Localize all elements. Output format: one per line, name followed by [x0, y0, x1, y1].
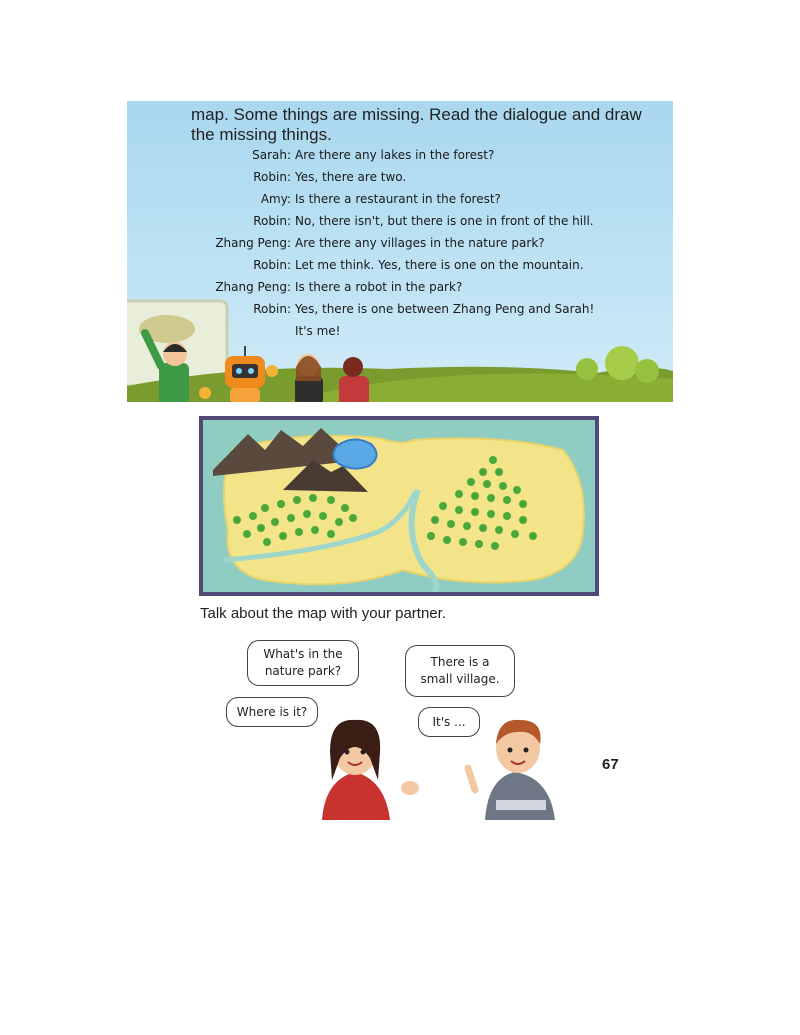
- dialogue: [127, 148, 673, 346]
- dialogue-line: [127, 192, 673, 214]
- dialogue-line: [127, 214, 673, 236]
- speaker-name: Zhang Peng:: [215, 236, 291, 250]
- instruction-text: map. Some things are missing. Read the dialogue and draw the missing things.: [191, 105, 642, 144]
- speech-bubble: There is a small village.: [405, 645, 515, 697]
- dialogue-panel: [127, 101, 673, 402]
- speech-bubble: Where is it?: [226, 697, 318, 727]
- dialogue-line: [127, 324, 673, 346]
- dialogue-line: [127, 148, 673, 170]
- speaker-name: Robin:: [253, 214, 291, 228]
- speech-text: Let me think. Yes, there is one on the mountain.: [295, 258, 584, 272]
- discussion-prompt: Talk about the map with your partner.: [200, 605, 446, 622]
- speaker-name: Sarah:: [252, 148, 291, 162]
- speech-text: No, there isn't, but there is one in front of the hill.: [295, 214, 594, 228]
- page-number: 67: [602, 756, 619, 773]
- speaker-name: Amy:: [260, 192, 291, 206]
- children-illustration: [300, 640, 600, 820]
- map-drawing: [203, 420, 595, 592]
- speech-bubble: It's ...: [418, 707, 480, 737]
- dialogue-line: [127, 258, 673, 280]
- speech-text: Are there any villages in the nature park?: [295, 236, 545, 250]
- speech-text: It's me!: [295, 324, 341, 338]
- speaker-name: Robin:: [253, 258, 291, 272]
- boy-figure-2: [468, 720, 555, 820]
- speech-text: Yes, there is one between Zhang Peng and Sarah!: [295, 302, 595, 316]
- speech-text: Are there any lakes in the forest?: [295, 148, 495, 162]
- speech-text: Is there a restaurant in the forest?: [295, 192, 501, 206]
- nature-park-map: [199, 416, 599, 596]
- dialogue-line: [127, 280, 673, 302]
- dialogue-line: [127, 236, 673, 258]
- speech-text: Is there a robot in the park?: [295, 280, 463, 294]
- dialogue-line: [127, 170, 673, 192]
- speech-text: Yes, there are two.: [295, 170, 407, 184]
- speaker-name: Robin:: [253, 170, 291, 184]
- speaker-name: Robin:: [253, 302, 291, 316]
- speaker-name: Zhang Peng:: [215, 280, 291, 294]
- girl-figure: [322, 720, 419, 820]
- speech-bubble: What's in the nature park?: [247, 640, 359, 686]
- dialogue-line: [127, 302, 673, 324]
